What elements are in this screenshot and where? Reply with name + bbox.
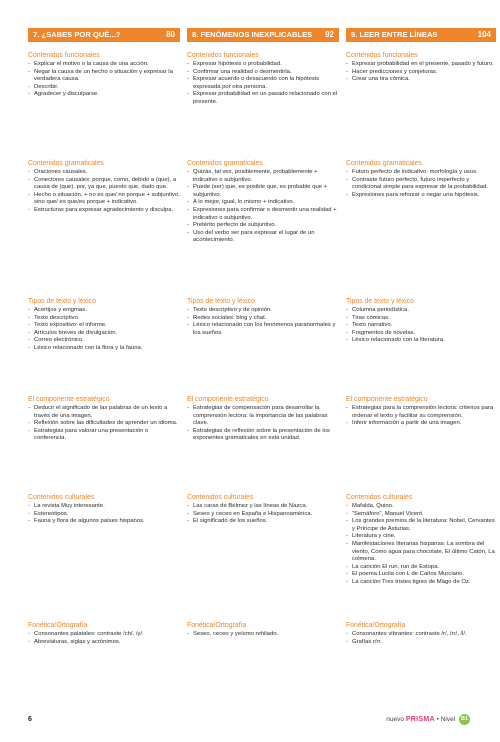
section-list [28, 405, 180, 443]
list-item: - Uso del verbo ser para expresar el lugar de un acontecimiento. [187, 230, 339, 245]
section-texto-lexico [346, 298, 498, 345]
brand-logo [386, 714, 470, 725]
list-item: - Estrategias de compensación para desarrollar la comprensión lectora: la importancia de las palabras clave. [187, 405, 339, 428]
list-item: - Acertijos y enigmas. [28, 307, 180, 315]
brand-name: PRISMA [405, 716, 435, 724]
list-item: - Expresar acuerdo o desacuerdo con la hipótesis expresada por otra persona. [187, 76, 339, 91]
section-title: El componente estratégico [187, 396, 269, 403]
section-list [28, 169, 180, 215]
section-title: Contenidos culturales [346, 494, 413, 501]
list-item: - Futuro perfecto de indicativo: morfología y usos. [346, 169, 498, 177]
list-item: - Léxico relacionado con la literatura. [346, 337, 498, 345]
section-list [346, 503, 498, 587]
list-item: - La canción Tres tristes tigres de Mägo de Oz. [346, 579, 498, 587]
list-item: - Literatura y cine. [346, 533, 498, 541]
section-culturales [28, 494, 180, 526]
list-item: - Abreviaturas, siglas y acrónimos. [28, 639, 180, 647]
list-item: - Artículos breves de divulgación. [28, 330, 180, 338]
list-item: - Léxico relacionado con la flora y la fauna. [28, 345, 180, 353]
section-list [187, 307, 339, 337]
list-item: - Tiras cómicas. [346, 315, 498, 323]
list-item: - El significado de los sueños. [187, 518, 339, 526]
unit-page-number: 92 [325, 30, 334, 39]
section-list [346, 405, 498, 428]
section-title: Contenidos funcionales [28, 52, 100, 59]
section-fonetica [187, 622, 339, 639]
section-gramaticales [28, 160, 180, 215]
list-item: - Correo electrónico. [28, 337, 180, 345]
list-item: - Columna periodística. [346, 307, 498, 315]
section-list [28, 307, 180, 353]
section-list [187, 61, 339, 107]
brand-prefix: nuevo [386, 716, 404, 724]
unit-header-7 [28, 28, 180, 42]
section-list [187, 169, 339, 245]
level-badge: B1 [459, 714, 470, 725]
section-estrategico [346, 396, 498, 428]
list-item: - El poema Lucila con L de Carlos Murciano. [346, 571, 498, 579]
section-funcionales [346, 52, 498, 84]
list-item: - Texto expositivo: el informe. [28, 322, 180, 330]
list-item: - Estereotipos. [28, 511, 180, 519]
list-item: - Expresar probabilidad en el presente, pasado y futuro. [346, 61, 498, 69]
list-item: - Contraste futuro perfecto, futuro imperfecto y condicional simple para expresar de la probabilidad. [346, 177, 498, 192]
list-item: - Expresar hipótesis o probabilidad. [187, 61, 339, 69]
section-title: Contenidos culturales [187, 494, 254, 501]
section-funcionales [187, 52, 339, 107]
list-item: - Conectores causales: porque, como, debido a (que), a causa de (que), por, ya que, puesto que, dado que. [28, 177, 180, 192]
brand-suffix: • Nivel [436, 716, 456, 724]
section-list [187, 503, 339, 526]
section-list [346, 169, 498, 199]
list-item: - Deducir el significado de las palabras de un texto a través de una imagen. [28, 405, 180, 420]
section-culturales [346, 494, 498, 587]
list-item: - Agradecer y disculparse. [28, 91, 180, 99]
section-title: Fonética/Ortografía [187, 622, 247, 629]
section-texto-lexico [28, 298, 180, 353]
list-item: - Estrategias para la comprensión lectora: criterios para ordenar el texto y facilitar su comprensión. [346, 405, 498, 420]
list-item: - Confirmar una realidad o desmentirla. [187, 69, 339, 77]
list-item: - Seseo y ceceo en España e Hispanoamérica. [187, 511, 339, 519]
list-item: - Quizás, tal vez, posiblemente, probablemente + indicativo o subjuntivo. [187, 169, 339, 184]
list-item: - La canción El run, run de Estopa. [346, 564, 498, 572]
section-list [187, 405, 339, 443]
list-item: - Consonantes vibrantes: contraste /r/, /rr/, /l/. [346, 631, 498, 639]
list-item: - Crear una tira cómica. [346, 76, 498, 84]
section-gramaticales [187, 160, 339, 245]
list-item: - Las caras de Bélmez y las líneas de Nazca. [187, 503, 339, 511]
list-item: - Describir. [28, 84, 180, 92]
list-item: - Hacer predicciones y conjeturas. [346, 69, 498, 77]
list-item: - Texto descriptivo y de opinión. [187, 307, 339, 315]
list-item: - Fragmentos de novelas. [346, 330, 498, 338]
section-list [187, 631, 339, 639]
section-list [28, 631, 180, 646]
list-item: - Los grandes premios de la literatura: Nobel, Cervantes y Príncipe de Asturias. [346, 518, 498, 533]
section-texto-lexico [187, 298, 339, 337]
section-list [28, 503, 180, 526]
section-list [346, 61, 498, 84]
list-item: - Texto descriptivo. [28, 315, 180, 323]
section-fonetica [346, 622, 498, 646]
unit-header-9 [346, 28, 496, 42]
section-title: Tipos de texto y léxico [346, 298, 414, 305]
section-title: Tipos de texto y léxico [187, 298, 255, 305]
section-estrategico [28, 396, 180, 443]
unit-page-number: 80 [166, 30, 175, 39]
list-item: - Hecho o situación, + no es que/ no porque + subjuntivo, sino que/ es que/es porque + indicativo. [28, 192, 180, 207]
list-item: - Expresar probabilidad en un pasado relacionado con el presente. [187, 91, 339, 106]
list-item: - Oraciones causales. [28, 169, 180, 177]
section-list [346, 631, 498, 646]
list-item: - Inferir información a partir de una imagen. [346, 420, 498, 428]
section-title: Fonética/Ortografía [28, 622, 88, 629]
section-title: El componente estratégico [346, 396, 428, 403]
list-item: - Estrategias para valorar una presentación o conferencia. [28, 428, 180, 443]
list-item: - Reflexión sobre las dificultades de aprender un idioma. [28, 420, 180, 428]
unit-header-bar [28, 28, 500, 42]
list-item: - Expresiones para confirmar o desmentir una realidad + indicativo o subjuntivo. [187, 207, 339, 222]
unit-title: 9. LEER ENTRE LÍNEAS [351, 30, 438, 39]
section-title: El componente estratégico [28, 396, 110, 403]
list-item: - Explicar el motivo o la causa de una acción. [28, 61, 180, 69]
section-title: Contenidos culturales [28, 494, 95, 501]
list-item: - Negar la causa de un hecho o situación y expresar la verdadera causa. [28, 69, 180, 84]
list-item: - A lo mejor, igual, lo mismo + indicativo. [187, 199, 339, 207]
section-list [28, 61, 180, 99]
list-item: - Mafalda, Quino. [346, 503, 498, 511]
page-footer [0, 702, 500, 742]
list-item: - Fauna y flora de algunos países hispanos. [28, 518, 180, 526]
list-item: - Manifestaciones literarias hispanas: La sombra del viento, Como agua para chocolate, El último Catón, La colmena. [346, 541, 498, 564]
section-funcionales [28, 52, 180, 99]
section-title: Contenidos gramaticales [28, 160, 104, 167]
list-item: - Redes sociales: blog y chat. [187, 315, 339, 323]
list-item: - Texto narrativo. [346, 322, 498, 330]
list-item: - Expresiones para reforzar o negar una hipótesis. [346, 192, 498, 200]
list-item: - Pretérito perfecto de subjuntivo. [187, 222, 339, 230]
list-item: - Estrategias de reflexión sobre la presentación de los exponentes gramaticales en esta unidad. [187, 428, 339, 443]
list-item: - Seseo, ceceo y yeísmo rehilado. [187, 631, 339, 639]
section-title: Contenidos funcionales [346, 52, 418, 59]
section-title: Contenidos gramaticales [187, 160, 263, 167]
unit-header-8 [187, 28, 339, 42]
unit-title: 8. FENÓMENOS INEXPLICABLES [192, 30, 313, 39]
list-item: - Puede (ser) que, es posible que, es probable que + subjuntivo. [187, 184, 339, 199]
unit-page-number: 104 [477, 30, 491, 39]
section-title: Fonética/Ortografía [346, 622, 406, 629]
section-title: Contenidos gramaticales [346, 160, 422, 167]
unit-title: 7. ¿SABES POR QUÉ...? [33, 30, 121, 39]
list-item: - Consonantes palatales: contraste /ch/, /y/. [28, 631, 180, 639]
section-culturales [187, 494, 339, 526]
section-estrategico [187, 396, 339, 443]
list-item: - Léxico relacionado con los fenómenos paranormales y los sueños. [187, 322, 339, 337]
list-item: - Estructuras para expresar agradecimiento y disculpa. [28, 207, 180, 215]
list-item: - Grafías r/rr. [346, 639, 498, 647]
list-item: - La revista Muy interesante. [28, 503, 180, 511]
section-gramaticales [346, 160, 498, 199]
list-item: - “Semáforo”, Manuel Vicent. [346, 511, 498, 519]
section-list [346, 307, 498, 345]
section-title: Contenidos funcionales [187, 52, 259, 59]
section-title: Tipos de texto y léxico [28, 298, 96, 305]
section-fonetica [28, 622, 180, 646]
page-number: 6 [28, 716, 32, 723]
